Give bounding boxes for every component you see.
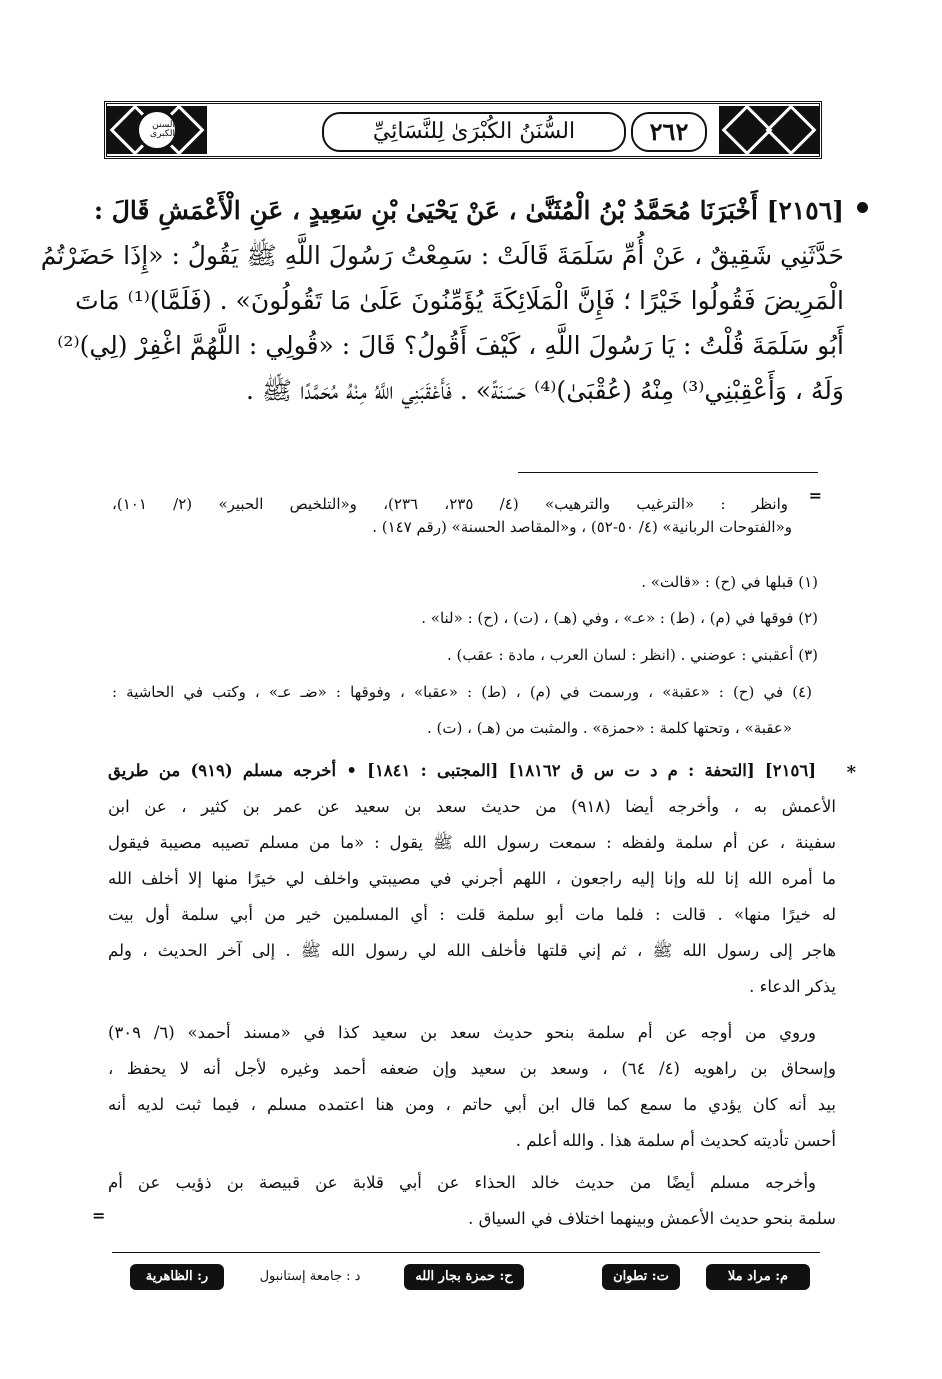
footnote-1: (١) قبلها في (ح) : «قالت» . — [641, 573, 818, 591]
footnote-continuation: وانظر : «الترغيب والترهيب» (٤/ ٢٣٥، ٢٣٦)، و«التلخيص الحبير» (٢/ ١٠١)، — [112, 495, 789, 513]
knot-ornament-icon — [766, 105, 817, 156]
footnote-4: (٤) في (ح) : «عقبة» ، ورسمت في (م) ، (ط) : «عقبا» ، وفوقها : «ضـ عـ» ، وكتب في الحاشية : — [112, 683, 812, 701]
hadith-line: الْمَرِيضَ فَقُولُوا خَيْرًا ؛ فَإِنَّ الْمَلَائِكَةَ يُؤَمِّنُونَ عَلَىٰ مَا تَقُولُونَ» . (فَلَمَّا)⁽¹⁾ مَاتَ — [75, 286, 844, 315]
takhrij-line: سلمة بنحو حديث الأعمش وبينهما اختلاف في السياق . — [468, 1209, 836, 1228]
ornament-right — [719, 106, 819, 154]
continuation-mark: = — [92, 1206, 106, 1225]
ornament-left — [107, 106, 207, 154]
takhrij-line: له خيرًا منها» . قالت : فلما مات أبو سلمة قلت : أي المسلمين خير من أبي سلمة أول بيت — [108, 905, 836, 924]
takhrij-line: وروي من أوجه عن أم سلمة بنحو حديث سعد بن سعيد كذا في «مسند أحمد» (٦/ ٣٠٩) — [108, 1023, 817, 1042]
takhrij-line: سفينة ، عن أم سلمة ولفظه : سمعت رسول الله ﷺ يقول : «ما من مسلم تصيبه مصيبة فيقول — [108, 833, 836, 852]
siglum-badge: م: مراد ملا — [706, 1264, 810, 1290]
siglum-label: د : جامعة إستانبول — [259, 1269, 361, 1284]
takhrij-line: وأخرجه مسلم أيضًا من حديث خالد الحذاء عن أبي قلابة عن قبيصة بن ذؤيب عن أم — [108, 1173, 816, 1192]
footnote-separator — [518, 472, 818, 473]
footnote-3: (٣) أعقبني : عوضني . (انظر : لسان العرب ، مادة : عقب) . — [447, 646, 818, 664]
takhrij-marker: * — [846, 762, 856, 783]
hadith-text — [40, 188, 844, 413]
siglum-badge: ح: حمزة بجار الله — [404, 1264, 524, 1290]
footer-separator — [112, 1252, 820, 1253]
takhrij-line: يذكر الدعاء . — [749, 977, 836, 996]
medallion-logo-icon — [136, 109, 178, 151]
takhrij-line: الأعمش به ، وأخرجه أيضا (٩١٨) من حديث سعد بن سعيد عن عمر بن كثير ، عن ابن — [108, 797, 836, 816]
footnote-4-continued: «عقبة» ، وتحتها كلمة : «حمزة» . والمثبت من (هـ) ، (ت) . — [426, 719, 792, 737]
continuation-mark: = — [808, 486, 822, 505]
takhrij-line: وإسحاق بن راهويه (٤/ ٦٤) ، وسعد بن سعيد وإن ضعفه أحمد وغيره لأجل أنه لا يحفظ ، — [108, 1059, 836, 1078]
hadith-line: وَلَهُ ، وَأَعْقِبْنِي⁽³⁾ مِنْهُ (عُقْبَىٰ)⁽⁴⁾ حَسَنَةً» . فَأَعْقَبَنِي اللَّهُ مِنْهُ مُحَمَّدًا ﷺ . — [245, 376, 844, 405]
takhrij-line: [٢١٥٦] [التحفة : م د ت س ق ١٨١٦٢] [المجتبى : ١٨٤١] • أخرجه مسلم (٩١٩) من طريق — [108, 761, 816, 780]
running-title: السُّنَنُ الكُبْرَىٰ لِلنَّسَائِيِّ — [322, 112, 626, 152]
takhrij-line: بيد أنه كان يؤدي ما سمع كما قال ابن أبي حاتم ، ومن هنا اعتمده مسلم ، فيما ثبت لديه أنه — [108, 1095, 836, 1114]
hadith-line: أَبُو سَلَمَةَ قُلْتُ : يَا رَسُولَ اللَّهِ ، كَيْفَ أَقُولُ؟ قَالَ : «قُولِي : اللَّهُمَّ اغْفِرْ (لِي)⁽²⁾ — [57, 331, 844, 360]
medallion-text: السنن الكبرى — [150, 120, 175, 139]
siglum-badge: ر: الظاهرية — [130, 1264, 224, 1290]
hadith-line: حَدَّثَنِي شَقِيقٌ ، عَنْ أُمِّ سَلَمَةَ قَالَتْ : سَمِعْتُ رَسُولَ اللَّهِ ﷺ يَقُولُ : «إِذَا حَضَرْتُمُ — [40, 241, 844, 270]
footnote-2: (٢) فوقها في (م) ، (ط) : «عـ» ، وفي (هـ) ، (ت) ، (ح) : «لنا» . — [421, 609, 818, 627]
takhrij-line: ما أمره الله إنا لله وإنا إليه راجعون ، اللهم أجرني في مصيبتي واخلف لي خيرًا منها إلا أخلف الله — [108, 869, 836, 888]
page-header — [104, 101, 822, 159]
bullet-icon — [857, 202, 868, 213]
takhrij-line: أحسن تأديته كحديث أم سلمة هذا . والله أعلم . — [515, 1131, 836, 1150]
takhrij-line: هاجر إلى رسول الله ﷺ ، ثم إني قلتها فأخلف الله لي رسول الله ﷺ . إلى آخر الحديث ، ولم — [108, 941, 836, 960]
page-number: ٢٦٢ — [631, 112, 707, 152]
siglum-badge: ت: تطوان — [602, 1264, 680, 1290]
footnote-continuation: و«الفتوحات الربانية» (٤/ ٥٠-٥٢) ، و«المقاصد الحسنة» (رقم ١٤٧) . — [372, 518, 792, 536]
hadith-line: [٢١٥٦] أَخْبَرَنَا مُحَمَّدُ بْنُ الْمُثَنَّىٰ ، عَنْ يَحْيَىٰ بْنِ سَعِيدٍ ، عَنِ الْأَعْمَشِ قَالَ : — [93, 196, 844, 225]
